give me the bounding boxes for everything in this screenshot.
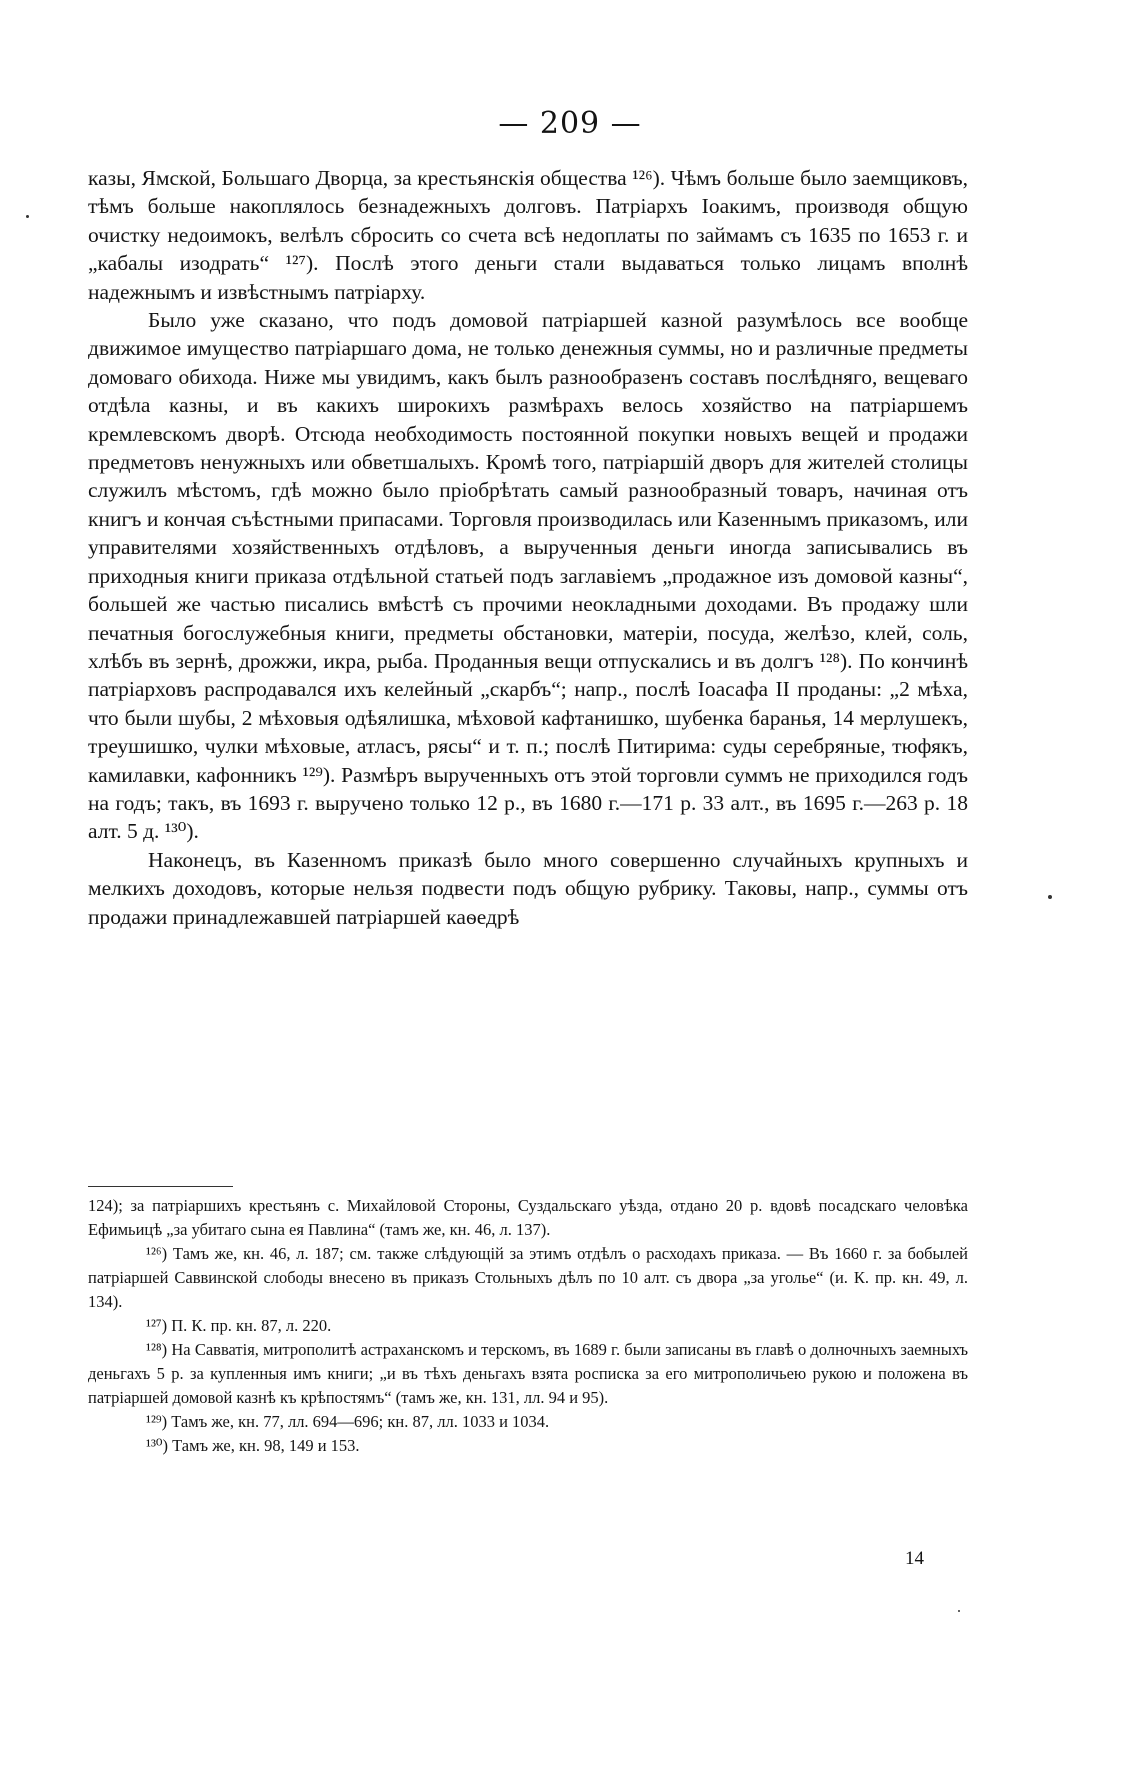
footnote: ¹²⁸) На Савватія, митрополитѣ астраханскомъ и терскомъ, въ 1689 г. были записаны въ главѣ о долночныхъ заемныхъ деньгахъ 5 р. за купленныя имъ книги; „и въ тѣхъ деньгахъ взята росписка за его митрополичьею рукою и положена въ патріаршей домовой казнѣ къ крѣпостямъ“ (тамъ же, кн. 131, лл. 94 и 95). bbox=[88, 1340, 968, 1407]
page-number-header: — 209 — bbox=[498, 106, 642, 141]
scan-speck-bottom bbox=[958, 1610, 960, 1612]
footnote: ¹²⁷) П. К. пр. кн. 87, л. 220. bbox=[146, 1316, 332, 1335]
paragraph: Наконецъ, въ Казенномъ приказѣ было много совершенно случайныхъ крупныхъ и мелкихъ доходовъ, которые нельзя подвести подъ общую рубрику. Таковы, напр., суммы отъ продажи принадлежавшей патріаршей каѳедрѣ bbox=[88, 847, 968, 929]
footnote: ¹³⁰) Тамъ же, кн. 98, 149 и 153. bbox=[146, 1436, 360, 1455]
footnote: ¹²⁶) Тамъ же, кн. 46, л. 187; см. также слѣдующій за этимъ отдѣлъ о расходахъ приказа. — Въ 1660 г. за бобылей патріаршей Саввинской слободы внесено въ приказъ Стольныхъ дѣлъ по 10 алт. съ двора „за уголье“ (и. К. пр. кн. 49, л. 134). bbox=[88, 1244, 968, 1311]
scan-speck-right bbox=[1048, 895, 1052, 899]
footnote: ¹²⁹) Тамъ же, кн. 77, лл. 694—696; кн. 87, лл. 1033 и 1034. bbox=[146, 1412, 550, 1431]
footnotes bbox=[88, 1194, 968, 1458]
main-text bbox=[88, 164, 968, 931]
paragraph: казы, Ямской, Большаго Дворца, за крестьянскія общества ¹²⁶). Чѣмъ больше было заемщиковъ, тѣмъ больше накоплялось безнадежныхъ долговъ. Патріархъ Іоакимъ, производя общую очистку недоимокъ, велѣлъ сбросить со счета всѣ недоплаты по займамъ съ 1635 по 1653 г. и „кабалы изодрать“ ¹²⁷). Послѣ этого деньги стали выдаваться только лицамъ вполнѣ надежнымъ и извѣстнымъ патріарху. bbox=[88, 166, 968, 304]
paragraph: Было уже сказано, что подъ домовой патріаршей казной разумѣлось все вообще движимое имущество патріаршаго дома, не только денежныя суммы, но и различные предметы домоваго обихода. Ниже мы увидимъ, какъ былъ разнообразенъ составъ послѣдняго, вещеваго отдѣла казны, и въ какихъ широкихъ размѣрахъ велось хозяйство на патріаршемъ кремлевскомъ дворѣ. Отсюда необходимость постоянной покупки новыхъ вещей и продажи предметовъ ненужныхъ или обветшалыхъ. Кромѣ того, патріаршій дворъ для жителей столицы служилъ мѣстомъ, гдѣ можно было пріобрѣтать самый разнообразный товаръ, начиная отъ книгъ и кончая съѣстными припасами. Торговля производилась или Казеннымъ приказомъ, или управителями хозяйственныхъ отдѣловъ, а вырученныя деньги иногда записывались въ приходныя книги приказа отдѣльной статьей подъ заглавіемъ „продажное изъ домовой казны“, большей же частью писались вмѣстѣ съ прочими неокладными доходами. Въ продажу шли печатныя богослужебныя книги, предметы обстановки, матеріи, посуда, желѣзо, клей, соль, хлѣбъ въ зернѣ, дрожжи, икра, рыба. Проданныя вещи отпускались и въ долгъ ¹²⁸). По кончинѣ патріарховъ распродавался ихъ келейный „скарбъ“; напр., послѣ Іоасафа II проданы: „2 мѣха, что были шубы, 2 мѣховыя одѣялишка, мѣховой кафтанишко, шубенка баранья, 14 мерлушекъ, треушишко, чулки мѣховые, атласъ, рясы“ и т. п.; послѣ Питирима: суды серебряные, тюфякъ, камилавки, кафонникъ ¹²⁹). Размѣръ вырученныхъ отъ этой торговли суммъ не приходился годъ на годъ; такъ, въ 1693 г. выручено только 12 р., въ 1680 г.—171 р. 33 алт., въ 1695 г.—263 р. 18 алт. 5 д. ¹³⁰). bbox=[88, 308, 968, 844]
scan-speck-left bbox=[26, 215, 29, 218]
signature-mark: 14 bbox=[905, 1548, 924, 1569]
footnote-separator bbox=[88, 1186, 233, 1187]
footnote: 124); за патріаршихъ крестьянъ с. Михайловой Стороны, Суздальскаго уѣзда, отдано 20 р. вдовѣ посадскаго человѣка Ефимьицѣ „за убитаго сына ея Павлина“ (тамъ же, кн. 46, л. 137). bbox=[88, 1196, 968, 1239]
